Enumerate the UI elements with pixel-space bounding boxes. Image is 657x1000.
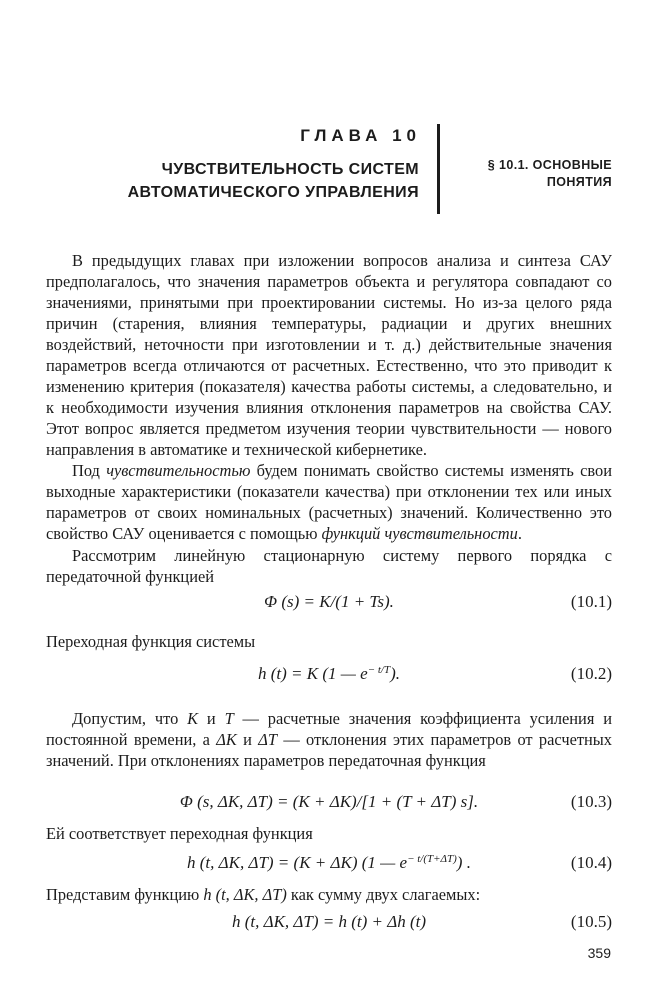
equation-10-5-body: h (t, ΔK, ΔT) = h (t) + Δh (t) (231, 912, 427, 931)
equation-10-2-body: h (t) = K (1 — $e^{- t/T}$). (257, 664, 400, 683)
equation-10-3-body: Φ (s, ΔK, ΔT) = (K + ΔK)/[1 + (T + ΔT) s]. (179, 792, 479, 811)
equation-10-1 (46, 592, 612, 616)
chapter-label: ГЛАВА 10 (300, 126, 421, 145)
p2-end: . (517, 524, 522, 543)
p2-mid: будем понимать свойство системы изменять свои выходные характеристики (показатели качества) при отклонении тех или иных параметров от своих номинальных (расчетных) значений. Количественно это свойство САУ оценивается с помощью (46, 461, 613, 543)
section-title-line2: ПОНЯТИЯ (546, 175, 612, 189)
paragraph-sum-of-terms: Представим функцию h (t, ΔK, ΔT) как сумму двух слагаемых: (46, 885, 481, 904)
equation-10-5-number: (10.5) (570, 912, 612, 931)
equation-10-1-number: (10.1) (570, 592, 612, 611)
section-title (488, 157, 612, 191)
paragraph-sensitivity-definition (46, 460, 612, 544)
equation-10-4-body: h (t, ΔK, ΔT) = (K + ΔK) (1 — $e^{- t/(T+\Delta T)}$) . (187, 853, 471, 872)
header-divider (437, 124, 440, 214)
equation-10-1-body: Φ (s) = K/(1 + Ts). (264, 592, 394, 611)
paragraph-transient-function: Переходная функция системы (46, 632, 256, 651)
paragraph-intro: В предыдущих главах при изложении вопросов анализа и синтеза САУ предполагалось, что значения параметров объекта и регулятора совпадают со значениями, принятыми при проектировании системы. Но из-за целого ряда причин (старения, влияния температуры, радиации и других внешних воздействий, неточности при изготовлении и т. д.) действительные значения параметров всегда отличаются от расчетных. Естественно, что это приводит к изменению критерия (показателя) качества работы системы, а следовательно, и к необходимости изучения влияния отклонения параметров на свойства САУ. Этот вопрос является предметом изучения теории чувствительности — нового направления в автоматике и технической кибернетике. (46, 251, 612, 459)
equation-10-4-number: (10.4) (570, 853, 612, 872)
paragraph-corresponding-transient: Ей соответствует переходная функция (46, 824, 313, 843)
paragraph-parameter-deviations: Допустим, что K и T — расчетные значения коэффициента усиления и постоянной времени, а ΔK и ΔT — отклонения этих параметров от расчетных значений. При отклонениях параметров передаточная функция (46, 709, 613, 770)
equation-10-4 (46, 853, 612, 877)
equation-10-2 (46, 664, 612, 688)
equation-10-5 (46, 912, 612, 936)
equation-10-2-number: (10.2) (570, 664, 612, 683)
page-number: 359 (587, 945, 611, 961)
term-sensitivity-functions: функций чувствительности (321, 524, 518, 543)
chapter-title (128, 158, 419, 204)
term-sensitivity: чувствительностью (106, 461, 251, 480)
equation-10-3-number: (10.3) (570, 792, 612, 811)
chapter-title-line1: ЧУВСТВИТЕЛЬНОСТЬ СИСТЕМ (161, 161, 419, 178)
paragraph-first-order-system: Рассмотрим линейную стационарную систему первого порядка с передаточной функцией (46, 546, 612, 586)
p2-start: Под (72, 461, 107, 480)
chapter-title-line2: АВТОМАТИЧЕСКОГО УПРАВЛЕНИЯ (127, 184, 419, 201)
equation-10-3 (46, 792, 612, 816)
section-title-line1: § 10.1. ОСНОВНЫЕ (487, 158, 612, 172)
